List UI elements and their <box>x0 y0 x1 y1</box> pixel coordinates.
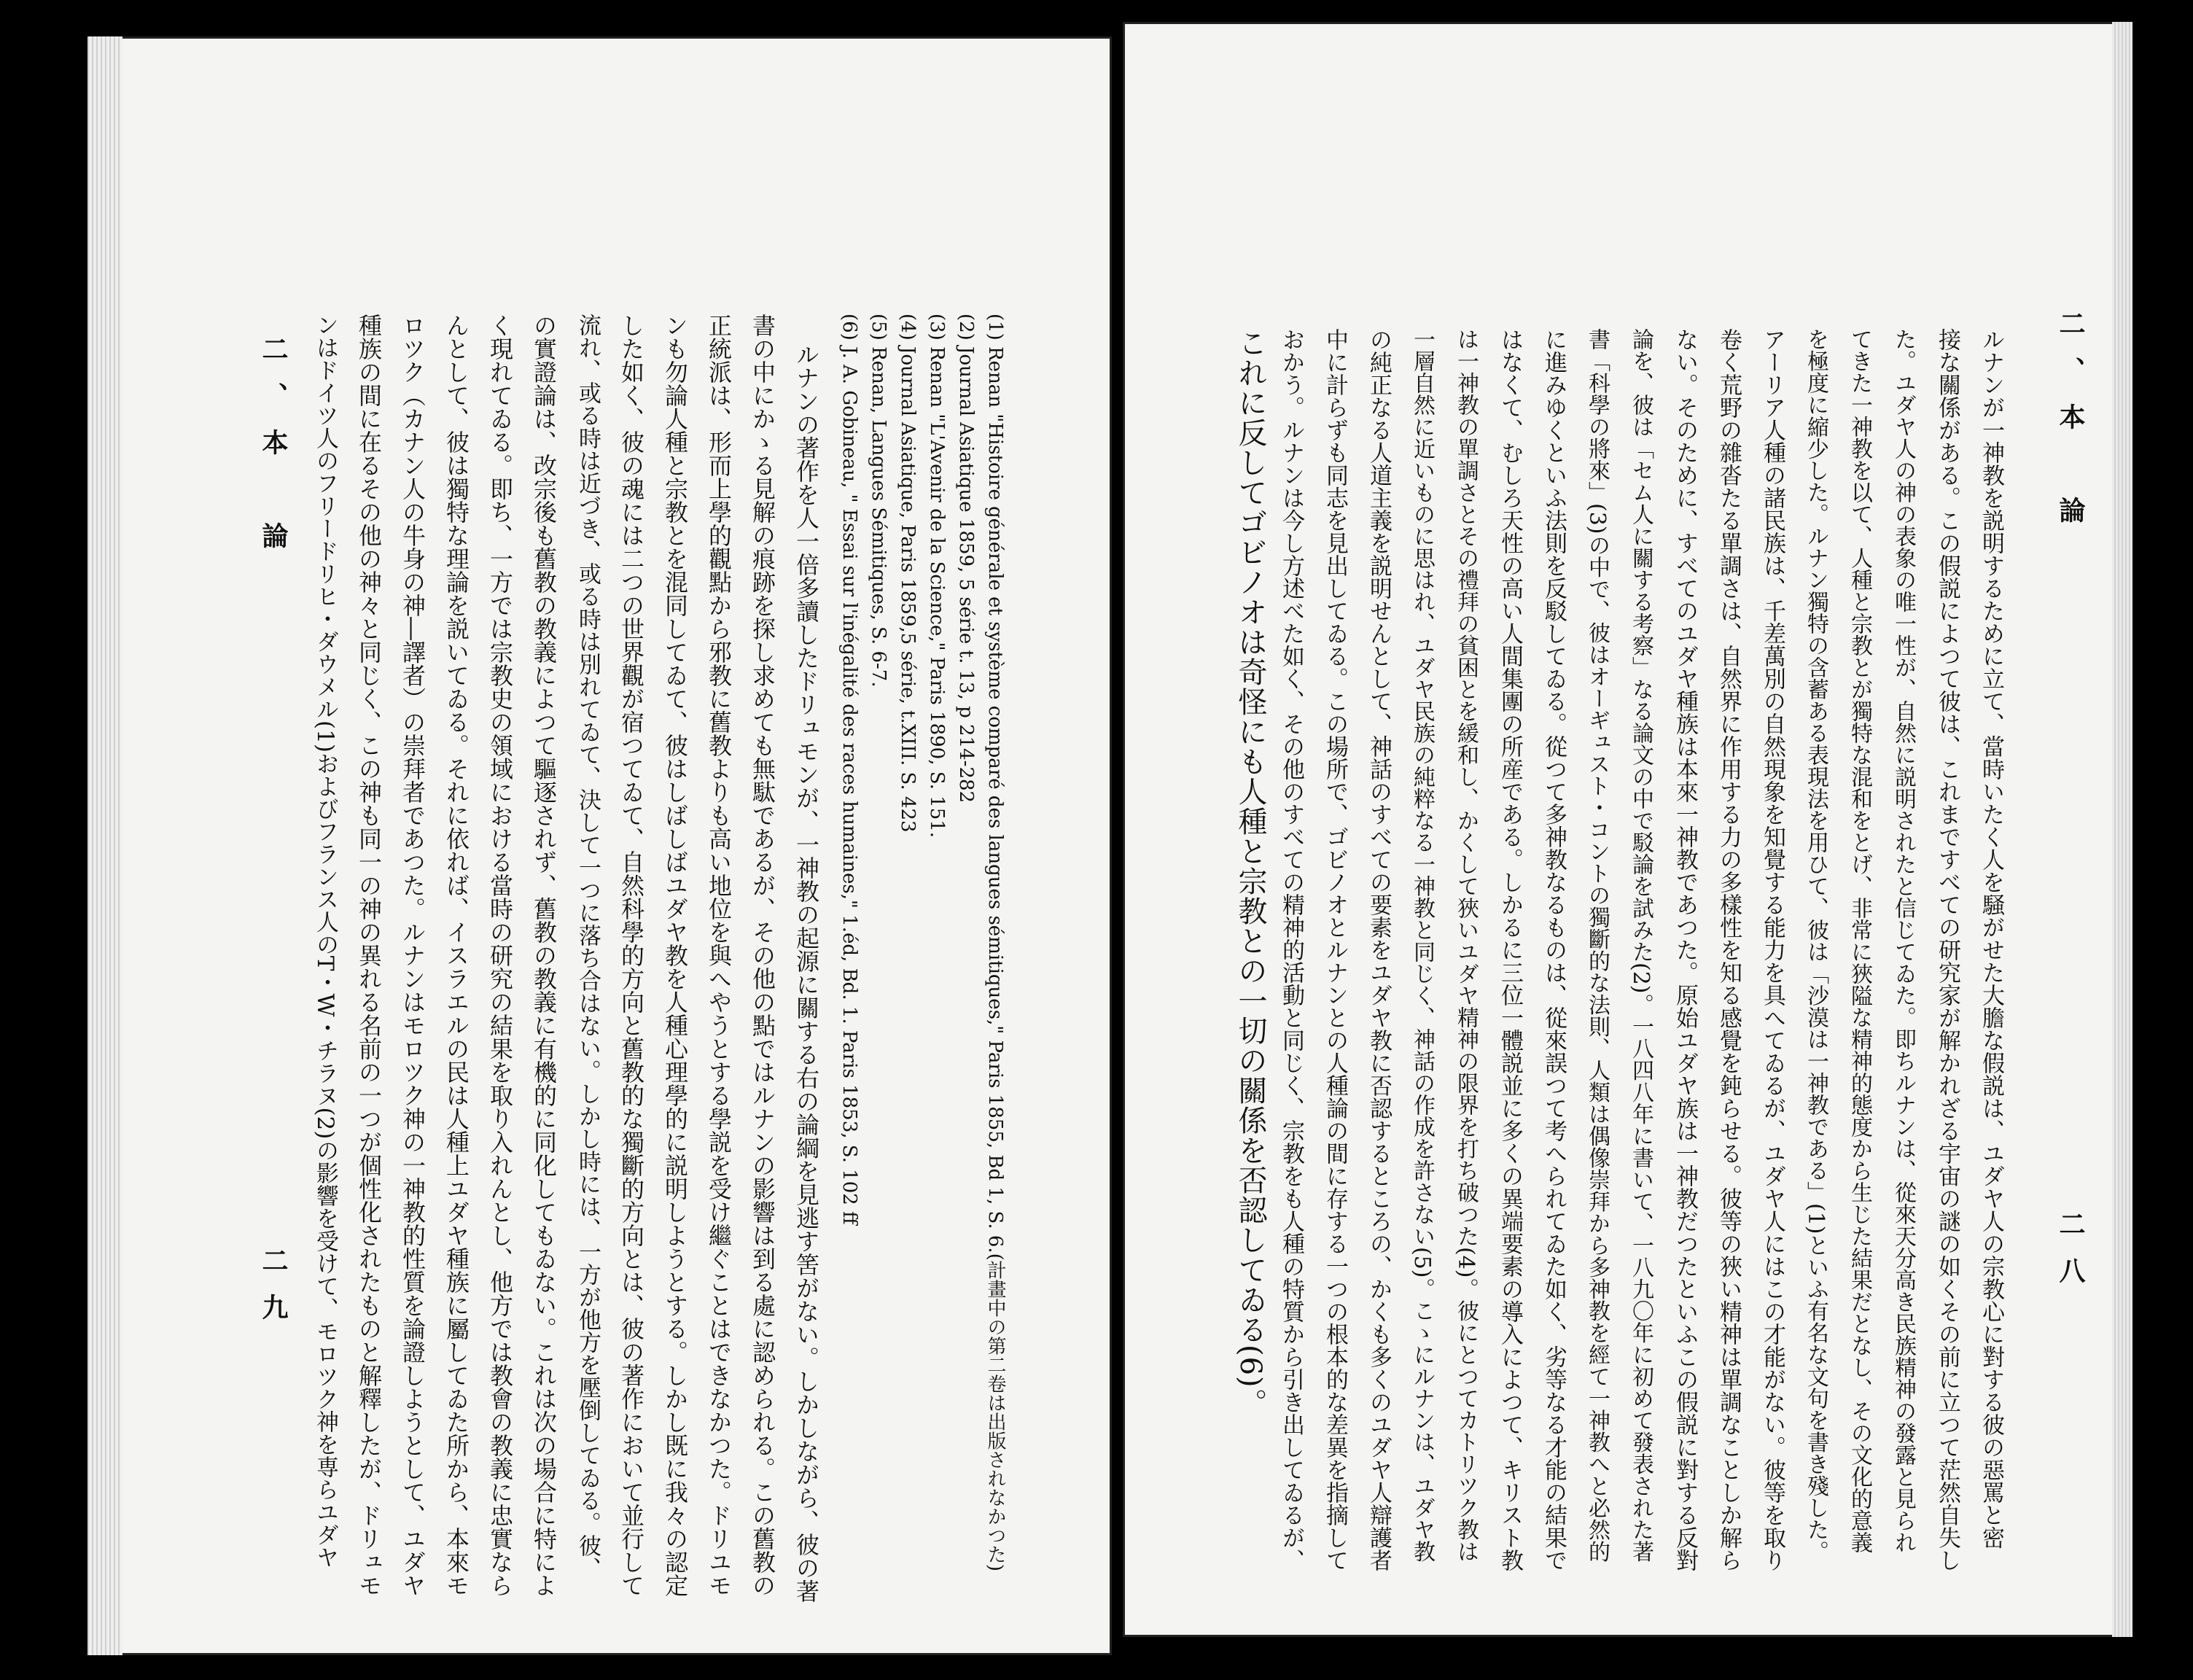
text-line: ルナンの著作を人一倍多讀したドリュモンが、一神教の起源に關する右の論綱を見逃す筈がない。しかしながら、彼の著 <box>792 343 820 1603</box>
footnote-4: (4) Journal Asiatique, Paris 1859,5 série, t.XIII. S. 423 <box>897 314 919 833</box>
text-line: おかう。ルナンは今し方述べた如く、その他のすべての精神的活動と同じく、宗教をも人種の特質から引き出してゐるが、 <box>1278 328 1304 1571</box>
text-line: これに反してゴビノオは奇怪にも人種と宗教との一切の關係を否認してゐる(6)。 <box>1234 328 1267 1418</box>
text-line: を極度に縮少した。ルナン獨特の含蓄ある表現法を用ひて、彼は「沙漠は一神教である」(1)といふ有名な文句を書き殘した。 <box>1803 328 1828 1563</box>
text-line: は一神教の單調さとその禮拜の貧困とを緩和し、かくして狹いユダヤ精神の限界を打ち破つた(4)。彼にとつてカトリツク教は <box>1453 328 1479 1563</box>
footnote-3: (3) Renan "L'Avenir de la Science," Paris 1890, S. 151. <box>926 314 948 839</box>
text-line: ンはドイツ人のフリードリヒ・ダウメル(1)およびフランス人のT・W・チラヌ(2)の影響を受けて、モロツク神を専らユダヤ <box>312 314 338 1569</box>
text-line: た。ユダヤ人の神の表象の唯一性が、自然に説明されたと信じてゐた。即ちルナンは、從來天分高き民族精神の發露と見られ <box>1890 328 1916 1553</box>
text-line: 中に計らずも同志を見出してゐる。この場所で、ゴビノオとルナンとの人種論の間に存する一つの根本的な差異を指摘して <box>1322 328 1348 1571</box>
footnote-1: (1) Renan "Histoire générale et système comparé des langues sémitiques," Paris 1855, Bd 1, S. 6.(計畫中の第二卷は出版されなかつた) <box>984 314 1006 1571</box>
text-line: 卷く荒野の雜沓たる單調さは、自然界に作用する力の多樣性を知る感覺を鈍らせる。彼等の狹い精神は單調なことしか解ら <box>1715 328 1742 1571</box>
text-line: んとして、彼は獨特な理論を説いてゐる。それに依れば、イスラエルの民は人種上ユダヤ種族に屬してゐた所から、本來モ <box>443 314 470 1597</box>
running-head: 二、本 論 <box>2055 310 2086 543</box>
page-number: 二八 <box>2055 1210 2086 1304</box>
text-line: てきた一神教を以て、人種と宗教とが獨特な混和をとげ、非常に狹隘な精神的態度から生じた結果だとなし、その文化的意義 <box>1847 328 1872 1553</box>
text-line: 書「科學の將來」(3)の中で、彼はオーギュスト・コントの獨斷的な法則、人類は偶像崇拜から多神教を經て一神教へと必然的 <box>1584 328 1610 1563</box>
text-line: 流れ、或る時は近づき、或る時は別れてゐて、決して一つに落ち合はない。しかし時には、一方が他方を壓倒してゐる。彼、 <box>574 314 601 1579</box>
footnote-6: (6) J. A. Gobineau, " Essai sur l'inégalité des races humaines," 1.éd, Bd. 1. Paris 1853, S. 102 ff <box>838 314 860 1225</box>
text-line: の純正なる人道主義を説明せんとして、神話のすべての要素をユダヤ教に否認するところの、かくも多くのユダヤ人辯護者 <box>1366 328 1392 1571</box>
text-line: 種族の間に在るその他の神々と同じく、この神も同一の神の異れる名前の一つが個性化されたものと解釋したが、ドリュモ <box>355 314 383 1597</box>
text-line: く現れてゐる。即ち、一方では宗教史の領域における當時の研究の結果を取り入れんとし、他方では教會の教義に忠實なら <box>486 314 514 1597</box>
text-line: 正統派は、形而上學的觀點から邪教に舊教よりも高い地位を與へやうとする學説を受け繼ぐことはできなかつた。ドリユモ <box>705 314 733 1597</box>
text-line: ロツク（カナン人の牛身の神―譯者）の崇拜者であつた。ルナンはモロツク神の一神教的性質を論證しようとして、ユダヤ <box>399 314 426 1597</box>
left-page <box>87 36 1112 1655</box>
running-head: 二、本 論 <box>258 335 289 569</box>
page-number: 二九 <box>258 1247 289 1340</box>
text-line: に進みゆくといふ法則を反駁してゐる。從つて多神教なるものは、從來誤つて考へられてゐた如く、劣等なる才能の結果で <box>1540 328 1567 1571</box>
text-line: アーリア人種の諸民族は、千差萬別の自然現象を知覺する能力を具へてゐるが、ユダヤ人にはこの才能がない。彼等を取り <box>1759 328 1785 1571</box>
text-line: はなくて、むしろ天性の高い人間集團の所産である。しかるに三位一體説並に多くの異端要素の導入によつて、キリスト教 <box>1497 328 1523 1571</box>
text-line: ルナンが一神教を説明するために立て、當時いたく人を騒がせた大膽な假説は、ユダヤ人の宗教心に對する彼の惡罵と密 <box>1978 328 2004 1549</box>
right-page <box>1123 22 2132 1637</box>
footnote-5: (5) Renan, Langues Sémitiques, S. 6-7. <box>868 314 889 688</box>
text-line: の實證論は、改宗後も舊教の教義によつて驅逐されず、舊教の教義に有機的に同化してもゐない。これは次の場合に特によ <box>530 314 558 1597</box>
text-line: した如く、彼の魂には二つの世界觀が宿つてゐて、自然科學的方向と舊教的な獨斷的方向とは、彼の著作において並行して <box>618 314 645 1597</box>
text-line: ない。そのために、すべてのユダヤ種族は本來一神教であつた。原始ユダヤ族は一神教だつたといふこの假説に對する反對 <box>1672 328 1698 1571</box>
text-line: ンも勿論人種と宗教とを混同してゐて、彼はしばしばユダヤ教を人種心理學的に説明しようとする。しかし既に我々の認定 <box>661 314 689 1597</box>
text-line: 論を、彼は「セム人に關する考察」なる論文の中で駁論を試みた(2)。一八四八年に書いて、一八九〇年に初めて發表された著 <box>1628 328 1653 1563</box>
text-line: 書の中にかゝる見解の痕跡を探し求めても無駄であるが、その他の點ではルナンの影響は到る處に認められる。この舊教の <box>749 314 776 1597</box>
text-line: 一層自然に近いものに思はれ、ユダヤ民族の純粹なる一神教と同じく、神話の作成を許さない(5)。こゝにルナンは、ユダヤ教 <box>1409 328 1435 1563</box>
text-line: 接な關係がある。この假説によつて彼は、これまですべての研究家が解かれざる宇宙の謎の如くその前に立つて茫然自失し <box>1934 328 1960 1571</box>
footnote-2: (2) Journal Asiatique 1859, 5 série t. 13, p 214-282 <box>955 314 977 804</box>
